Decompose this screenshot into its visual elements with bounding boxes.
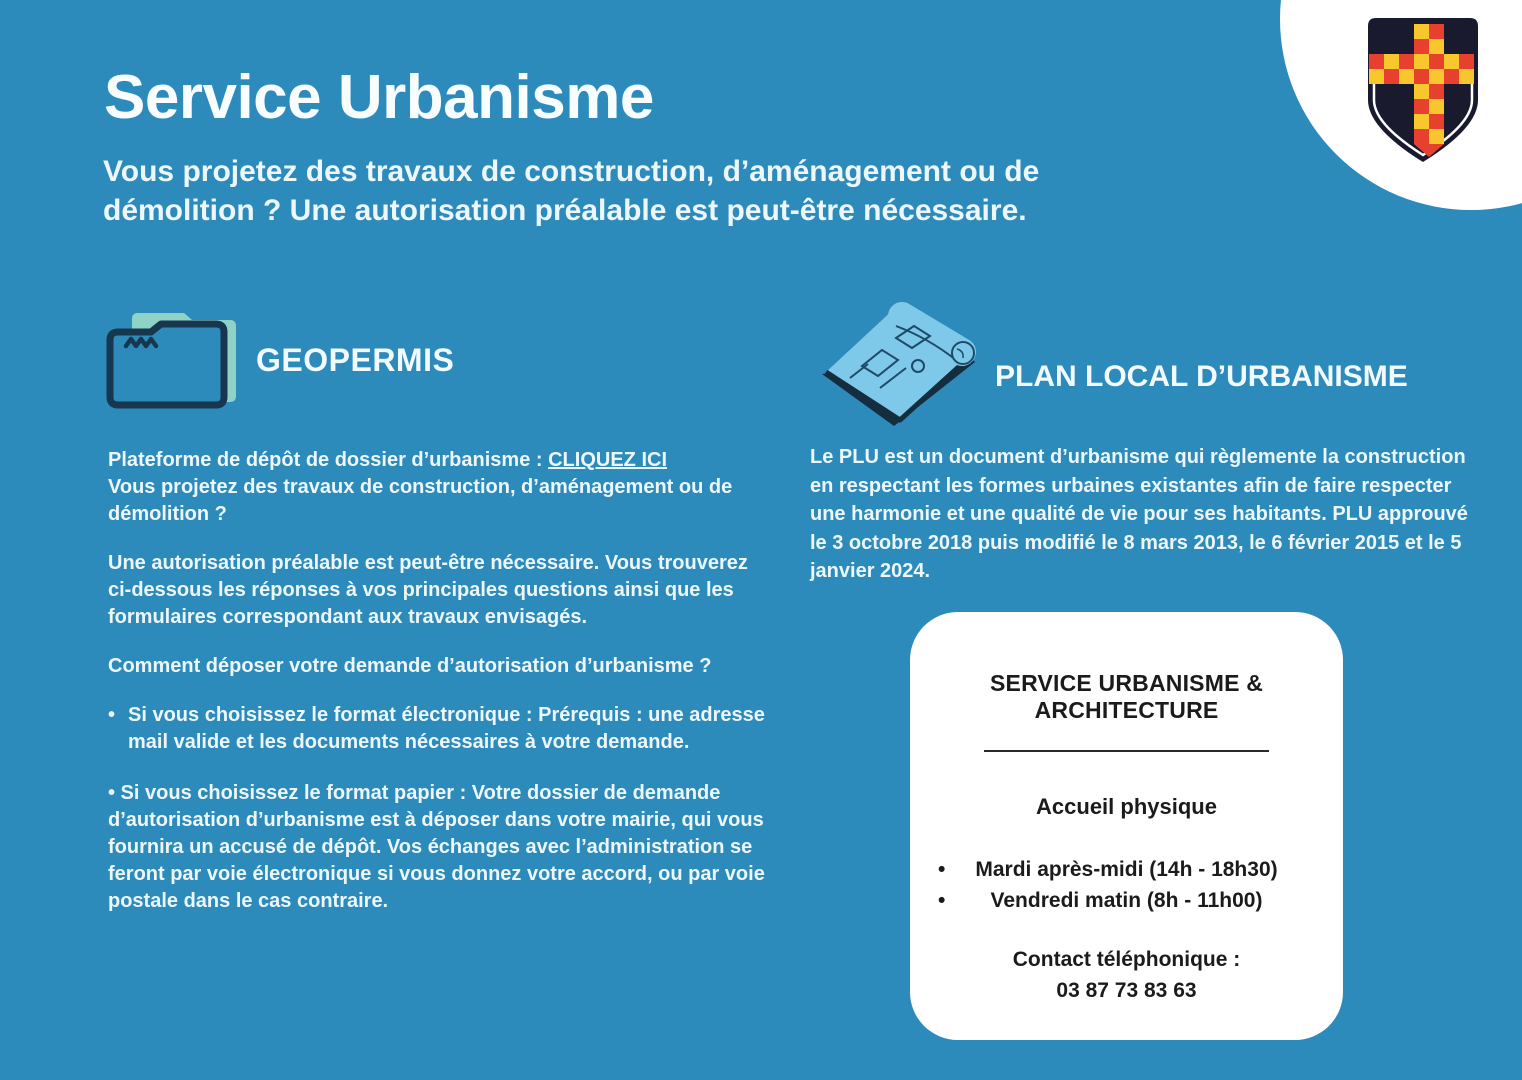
opening-hours-item (910, 885, 1343, 916)
phone-contact-label: Contact téléphonique : (1012, 948, 1241, 971)
bullet-electronic-text: Si vous choisissez le format électronique : Prérequis : une adresse mail valide et les documents nécessaires à votre demande. (128, 704, 765, 753)
page-title: Service Urbanisme (104, 63, 654, 132)
authorization-paragraph: Une autorisation préalable est peut-être nécessaire. Vous trouverez ci-dessous les réponses à vos principales questions ainsi que les formulaires correspondant aux travaux envisagés. (108, 552, 748, 628)
bullet-electronic (108, 702, 768, 756)
phone-number: 03 87 73 83 63 (1056, 979, 1197, 1002)
opening-hours-tuesday: Mardi après-midi (14h - 18h30) (975, 858, 1278, 881)
opening-hours-list (910, 854, 1343, 916)
intro-question: Vous projetez des travaux de construction, d’aménagement ou de démolition ? (108, 476, 733, 525)
bullet-paper-text: • Si vous choisissez le format papier : Votre dossier de demande d’autorisation d’urbanisme est à déposer dans votre mairie, qui vous fournira un accusé de dépôt. Vos échanges avec l’administration se feront par voie électronique si vous donnez votre accord, ou par voie postale dans le cas contraire. (108, 782, 765, 912)
cliquez-ici-link[interactable]: CLIQUEZ ICI (548, 449, 667, 471)
contact-card (910, 612, 1343, 1040)
contact-card-title: SERVICE URBANISME & ARCHITECTURE (989, 670, 1264, 723)
opening-hours-friday: Vendredi matin (8h - 11h00) (990, 889, 1263, 912)
geopermis-heading: GEOPERMIS (256, 342, 455, 378)
plu-paragraph: Le PLU est un document d’urbanisme qui règlemente la construction en respectant les formes urbaines existantes afin de faire respecter une harmonie et une qualité de vie pour ses habitants. PLU approuvé le 3 octobre 2018 puis modifié le 8 mars 2013, le 6 février 2015 et le 5 janvier 2024. (810, 446, 1468, 582)
town-coat-of-arms-icon (1364, 16, 1482, 168)
phone-contact (910, 944, 1343, 1006)
bullet-dot: • (938, 889, 946, 912)
blueprint-plan-icon (810, 294, 990, 434)
bullet-dot: • (938, 858, 946, 881)
card-divider (984, 750, 1269, 752)
bullet-dot: • (108, 704, 116, 726)
geopermis-intro (108, 447, 768, 528)
page-subtitle: Vous projetez des travaux de construction, d’aménagement ou de démolition ? Une autorisation préalable est peut-être nécessaire. (103, 155, 1040, 227)
plu-heading: PLAN LOCAL D’URBANISME (995, 360, 1408, 393)
how-to-question: Comment déposer votre demande d’autorisation d’urbanisme ? (108, 655, 712, 677)
folder-icon (102, 304, 240, 414)
accueil-physique-label: Accueil physique (1036, 794, 1217, 819)
platform-label: Plateforme de dépôt de dossier d’urbanisme : (108, 449, 543, 471)
geopermis-text-column (108, 447, 768, 937)
opening-hours-item (910, 854, 1343, 885)
